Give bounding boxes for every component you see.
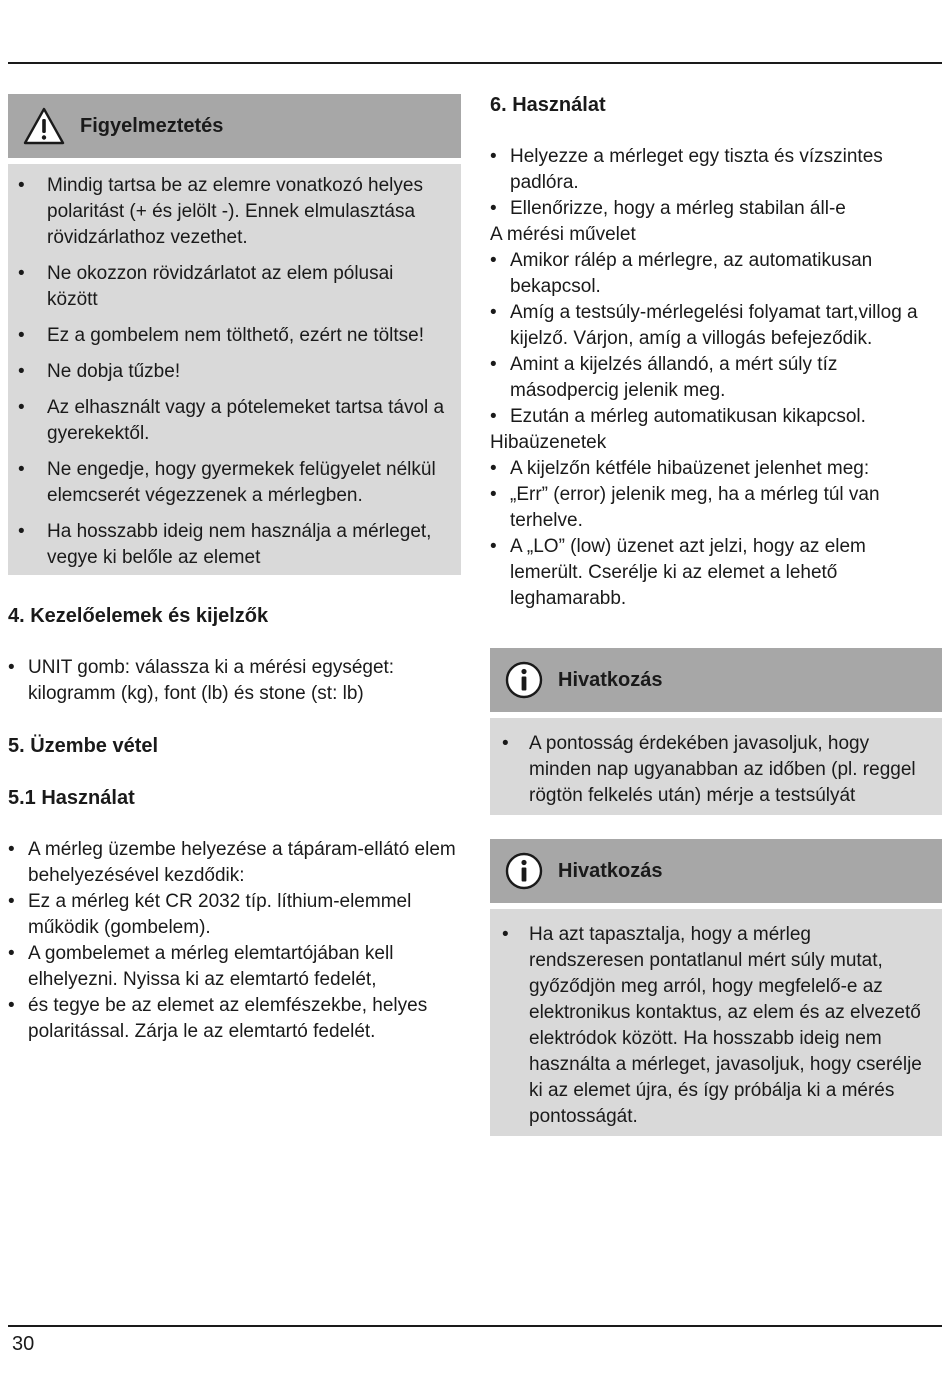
- list-item: • Ellenőrizze, hogy a mérleg stabilan áll-e: [490, 196, 942, 222]
- note-2-header: [490, 839, 942, 903]
- info-icon: [504, 851, 544, 891]
- list-item: • A pontosság érdekében javasoljuk, hogy minden nap ugyanabban az időben (pl. reggel rögtön felkelés után) mérje a testsúlyát: [502, 731, 930, 809]
- section-4-list: [8, 655, 461, 707]
- list-item: • Ne engedje, hogy gyermekek felügyelet nélkül elemcserét végezzenek a mérlegben.: [18, 457, 449, 509]
- left-column: [8, 94, 461, 1045]
- warning-header: [8, 94, 461, 158]
- right-column: [490, 92, 942, 1136]
- list-item: • A gombelemet a mérleg elemtartójában kell elhelyezni. Nyissa ki az elemtartó fedelét,: [8, 941, 461, 993]
- list-item: • Ne okozzon rövidzárlatot az elem pólusai között: [18, 261, 449, 313]
- list-item: • Ha azt tapasztalja, hogy a mérleg rendszeresen pontatlanul mért súly mutat, győződjön meg arról, hogy megfelelő-e az elektronikus kontaktus, az elem és az elvezető elektródok között. Ha hosszabb ideig nem használta a mérleget, javasoljuk, hogy cserélje ki az elemet újra, és így próbálja ki a mérés pontosságát.: [502, 922, 930, 1130]
- section-6-intro-list: [490, 144, 942, 222]
- note-1-title: Hivatkozás: [558, 668, 663, 691]
- note-1-header: [490, 648, 942, 712]
- list-item: • Ezután a mérleg automatikusan kikapcsol.: [490, 404, 942, 430]
- section-5-list: [8, 837, 461, 1045]
- list-item: • Az elhasznált vagy a pótelemeket tartsa távol a gyerekektől.: [18, 395, 449, 447]
- list-item: • Ha hosszabb ideig nem használja a mérleget, vegye ki belőle az elemet: [18, 519, 449, 575]
- info-icon: [504, 660, 544, 700]
- error-subheading: Hibaüzenetek: [490, 432, 607, 453]
- section-6-heading: 6. Használat: [490, 94, 606, 116]
- note-2-list: [490, 909, 942, 1136]
- warning-title: Figyelmeztetés: [80, 114, 224, 137]
- note-1-list: [490, 718, 942, 815]
- section-5-heading: 5. Üzembe vétel: [8, 735, 159, 757]
- list-item: • Ez a mérleg két CR 2032 típ. líthium-elemmel működik (gombelem).: [8, 889, 461, 941]
- note-1-body: [490, 718, 942, 815]
- section-4-heading: 4. Kezelőelemek és kijelzők: [8, 605, 269, 627]
- error-list: [490, 456, 942, 612]
- note-box-1: [490, 648, 942, 815]
- list-item: • A „LO” (low) üzenet azt jelzi, hogy az elem lemerült. Cserélje ki az elemet a lehető leghamarabb.: [490, 534, 942, 612]
- measurement-subheading: A mérési művelet: [490, 224, 636, 245]
- note-2-body: [490, 909, 942, 1136]
- section-5-1-heading: 5.1 Használat: [8, 787, 135, 809]
- warning-list: [8, 164, 461, 575]
- list-item: • Helyezze a mérleget egy tiszta és vízszintes padlóra.: [490, 144, 942, 196]
- list-item: • Ez a gombelem nem tölthető, ezért ne töltse!: [18, 323, 449, 349]
- list-item: • Amint a kijelzés állandó, a mért súly tíz másodpercig jelenik meg.: [490, 352, 942, 404]
- list-item: • Ne dobja tűzbe!: [18, 359, 449, 385]
- list-item: • Amíg a testsúly-mérlegelési folyamat tart,villog a kijelző. Várjon, amíg a villogás befejeződik.: [490, 300, 942, 352]
- page-number: 30: [12, 1333, 35, 1355]
- warning-body: [8, 164, 461, 575]
- list-item: • A kijelzőn kétféle hibaüzenet jelenhet meg:: [490, 456, 942, 482]
- list-item: • A mérleg üzembe helyezése a tápáram-ellátó elem behelyezésével kezdődik:: [8, 837, 461, 889]
- list-item: • Mindig tartsa be az elemre vonatkozó helyes polaritást (+ és jelölt -). Ennek elmulasztása rövidzárlathoz vezethet.: [18, 173, 449, 251]
- list-item: • és tegye be az elemet az elemfészekbe, helyes polaritással. Zárja le az elemtartó fedelét.: [8, 993, 461, 1045]
- list-item: • „Err” (error) jelenik meg, ha a mérleg túl van terhelve.: [490, 482, 942, 534]
- warning-box: [8, 94, 461, 575]
- list-item: • UNIT gomb: válassza ki a mérési egységet: kilogramm (kg), font (lb) és stone (st: lb): [8, 655, 461, 707]
- note-2-title: Hivatkozás: [558, 859, 663, 882]
- list-item: • Amikor rálép a mérlegre, az automatikusan bekapcsol.: [490, 248, 942, 300]
- warning-triangle-icon: [22, 106, 66, 146]
- top-rule: [8, 62, 942, 64]
- measurement-list: [490, 248, 942, 430]
- bottom-rule: [8, 1325, 942, 1327]
- note-box-2: [490, 839, 942, 1136]
